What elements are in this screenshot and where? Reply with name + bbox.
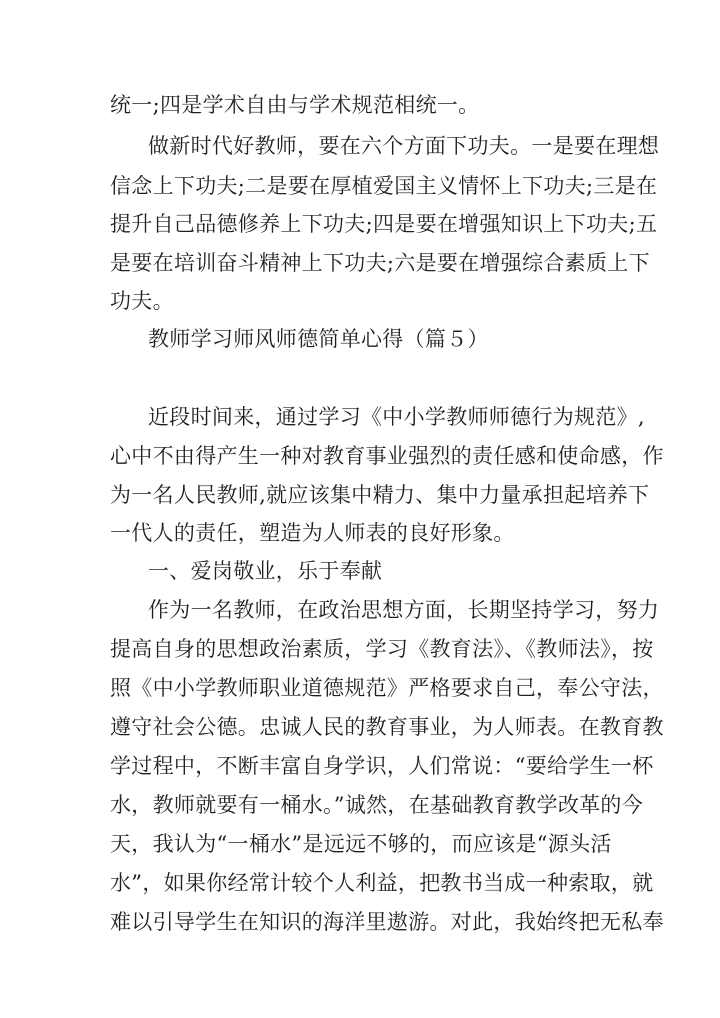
paragraph-line: 心中不由得产生一种对教育事业强烈的责任感和使命感，作 bbox=[110, 444, 664, 468]
paragraph-line: 遵守社会公德。忠诚人民的教育事业，为人师表。在教育教 bbox=[110, 715, 664, 739]
paragraph-line: 为一名人民教师,就应该集中精力、集中力量承担起培养下 bbox=[110, 483, 650, 507]
paragraph-line: 水”，如果你经常计较个人利益，把教书当成一种索取，就 bbox=[110, 871, 654, 895]
paragraph-line: 天，我认为“一桶水”是远远不够的，而应该是“源头活 bbox=[110, 832, 612, 856]
paragraph-line: 难以引导学生在知识的海洋里遨游。对此，我始终把无私奉 bbox=[110, 910, 664, 934]
paragraph-line: 提高自身的思想政治素质，学习《教育法》、《教师法》，按 bbox=[110, 637, 654, 661]
paragraph-line: 是要在培训奋斗精神上下功夫;六是要在增强综合素质上下 bbox=[110, 251, 650, 275]
paragraph-line: 学过程中，不断丰富自身学识，人们常说：“要给学生一杯 bbox=[110, 754, 654, 778]
paragraph-line: 提升自己品德修养上下功夫;四是要在增强知识上下功夫;五 bbox=[110, 212, 658, 236]
paragraph-line: 作为一名教师，在政治思想方面，长期坚持学习，努力 bbox=[148, 598, 660, 622]
paragraph-line: 照《中小学教师职业道德规范》严格要求自己，奉公守法， bbox=[110, 676, 664, 700]
paragraph-line: 做新时代好教师，要在六个方面下功夫。一是要在理想 bbox=[148, 134, 660, 158]
section-heading: 教师学习师风师德简单心得（篇５） bbox=[148, 327, 489, 351]
paragraph-line: 统一;四是学术自由与学术规范相统一。 bbox=[110, 93, 480, 117]
paragraph-line: 一代人的责任，塑造为人师表的良好形象。 bbox=[110, 521, 515, 545]
paragraph-line: 功夫。 bbox=[110, 289, 174, 313]
paragraph-line: 信念上下功夫;二是要在厚植爱国主义情怀上下功夫;三是在 bbox=[110, 174, 658, 198]
paragraph-line: 水，教师就要有一桶水。”诚然，在基础教育教学改革的今 bbox=[110, 793, 644, 817]
subsection-heading: 一、爱岗敬业，乐于奉献 bbox=[148, 559, 383, 583]
paragraph-line: 近段时间来，通过学习《中小学教师师德行为规范》, bbox=[148, 405, 645, 429]
